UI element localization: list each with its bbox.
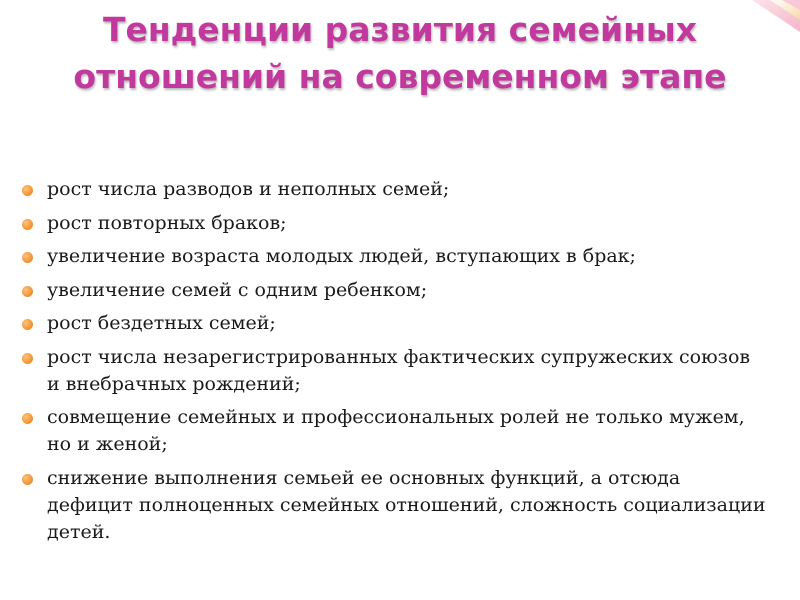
list-item-text: снижение выполнения семьей ее основных функций, а отсюда дефицит полноценных семейных отношений, сложность социализации детей.	[47, 466, 766, 543]
list-item-text: рост числа незарегистрированных фактических супружеских союзов и внебрачных рождений;	[47, 345, 751, 395]
list-item-text: увеличение семей с одним ребенком;	[47, 278, 428, 301]
orange-dot-bullet-icon	[22, 353, 33, 364]
list-item-text: совмещение семейных и профессиональных ролей не только мужем, но и женой;	[47, 406, 745, 455]
list-item	[22, 404, 767, 458]
orange-dot-bullet-icon	[22, 474, 33, 485]
list-item	[22, 465, 767, 546]
list-item-text: рост числа разводов и неполных семей;	[47, 178, 450, 200]
list-item-text: рост бездетных семей;	[47, 312, 276, 334]
list-item-text: рост повторных браков;	[47, 211, 287, 234]
list-item	[22, 310, 767, 337]
slide-title: Тенденции развития семейных отношений на современном этапе	[73, 10, 727, 96]
list-item	[22, 243, 767, 270]
orange-dot-bullet-icon	[22, 286, 33, 297]
orange-dot-bullet-icon	[22, 219, 33, 230]
list-item	[22, 277, 767, 304]
orange-dot-bullet-icon	[22, 185, 33, 196]
list-item	[22, 176, 767, 203]
list-item-text: увеличение возраста молодых людей, вступающих в брак;	[47, 245, 636, 267]
bullet-list	[22, 176, 767, 552]
orange-dot-bullet-icon	[22, 252, 33, 263]
orange-dot-bullet-icon	[22, 319, 33, 330]
list-item	[22, 210, 767, 237]
list-item	[22, 344, 767, 398]
orange-dot-bullet-icon	[22, 413, 33, 424]
